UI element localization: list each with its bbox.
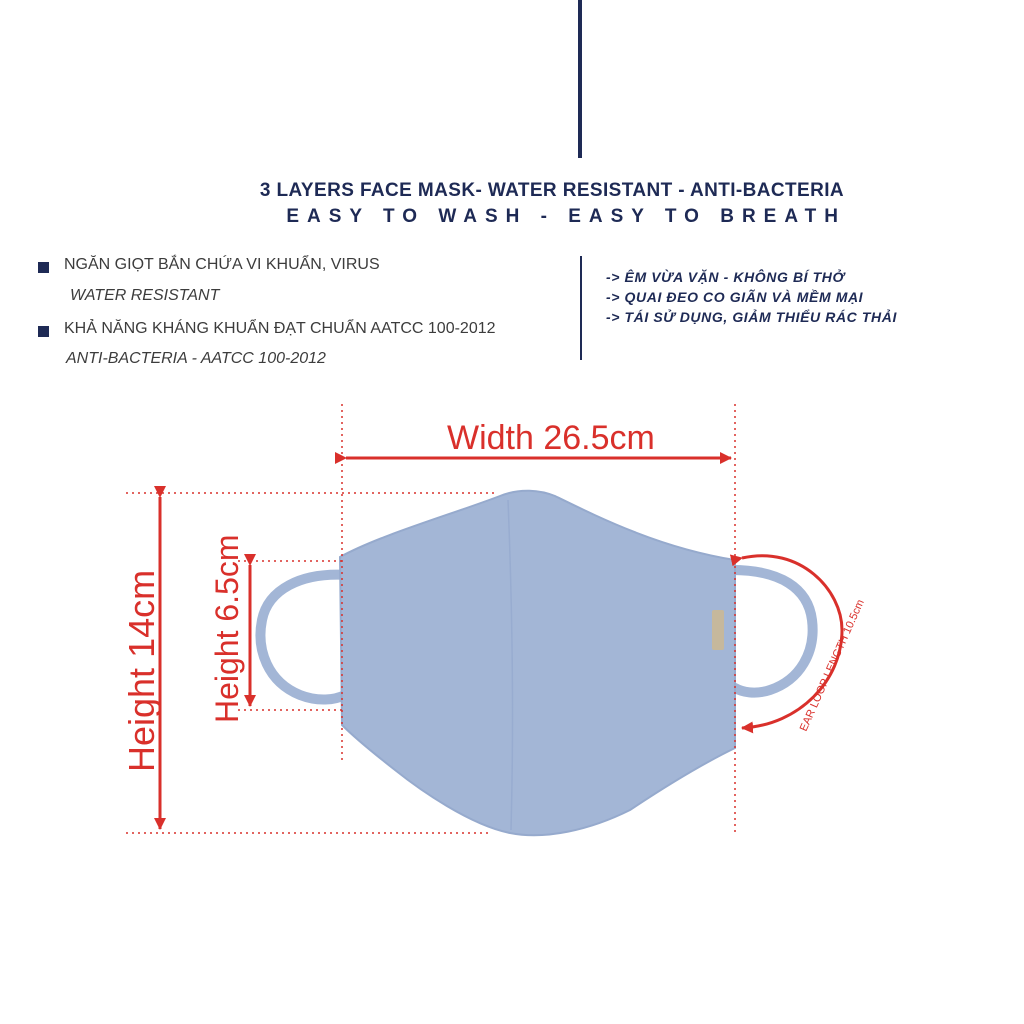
feature-right-1: -> ÊM VỪA VẶN - KHÔNG BÍ THỞ bbox=[606, 269, 845, 285]
feature-title-2: KHẢ NĂNG KHÁNG KHUẨN ĐẠT CHUẨN AATCC 100-2012 bbox=[64, 320, 496, 337]
height-total-label: Height 14cm bbox=[121, 569, 162, 772]
left-ear-loop bbox=[261, 575, 348, 700]
feature-subtitle-2: ANTI-BACTERIA - AATCC 100-2012 bbox=[66, 350, 326, 367]
height-side-label: Height 6.5cm bbox=[209, 534, 245, 723]
width-label: Width 26.5cm bbox=[447, 419, 655, 457]
feature-right-2: -> QUAI ĐEO CO GIÃN VÀ MỀM MẠI bbox=[606, 289, 864, 305]
mask-body bbox=[340, 491, 735, 836]
title-line-1: 3 LAYERS FACE MASK- WATER RESISTANT - ANTI-BACTERIA bbox=[259, 180, 844, 201]
feature-subtitle-1: WATER RESISTANT bbox=[70, 287, 220, 304]
feature-title-1: NGĂN GIỌT BẮN CHỨA VI KHUẨN, VIRUS bbox=[64, 256, 380, 273]
right-ear-loop bbox=[732, 570, 813, 693]
mask-label-tag bbox=[712, 610, 724, 650]
title-line-2: EASY TO WASH - EASY TO BREATH bbox=[286, 206, 846, 227]
ear-loop-label: EAR LOOP LENGTH 10.5cm bbox=[797, 597, 867, 734]
feature-right-3: -> TÁI SỬ DỤNG, GIẢM THIỂU RÁC THẢI bbox=[606, 309, 897, 325]
